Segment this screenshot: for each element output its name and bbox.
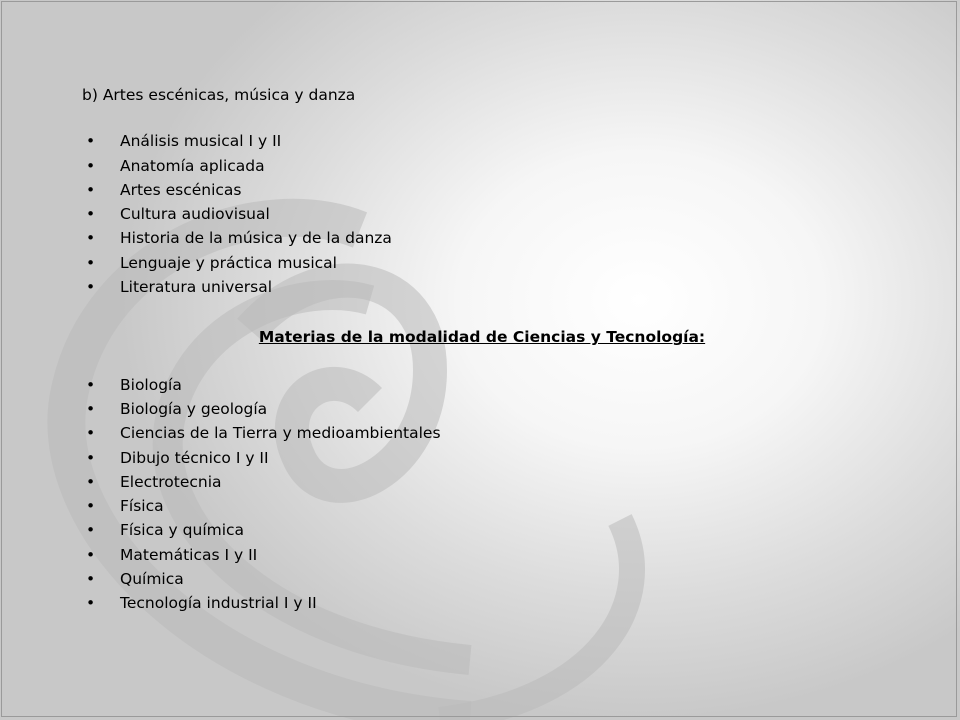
section-heading: b) Artes escénicas, música y danza xyxy=(82,86,356,104)
list-item: • Lenguaje y práctica musical xyxy=(82,251,882,275)
list-item: • Literatura universal xyxy=(82,275,882,299)
list-item: • Análisis musical I y II xyxy=(82,129,882,153)
list-item: • Biología y geología xyxy=(82,397,882,421)
artes-list xyxy=(82,129,882,299)
list-item: • Ciencias de la Tierra y medioambientales xyxy=(82,421,882,445)
list-item: • Biología xyxy=(82,373,882,397)
list-item: • Física y química xyxy=(82,518,882,542)
slide-content xyxy=(82,83,882,616)
ciencias-subtitle: Materias de la modalidad de Ciencias y Tecnología: xyxy=(258,328,706,347)
list-item: • Cultura audiovisual xyxy=(82,202,882,226)
list-item: • Anatomía aplicada xyxy=(82,154,882,178)
list-item: • Tecnología industrial I y II xyxy=(82,591,882,615)
list-item: • Química xyxy=(82,567,882,591)
list-item: • Historia de la música y de la danza xyxy=(82,226,882,250)
list-item: • Física xyxy=(82,494,882,518)
ciencias-list xyxy=(82,373,882,616)
list-item: • Matemáticas I y II xyxy=(82,543,882,567)
list-item: • Dibujo técnico I y II xyxy=(82,446,882,470)
list-item: • Electrotecnia xyxy=(82,470,882,494)
list-item: • Artes escénicas xyxy=(82,178,882,202)
